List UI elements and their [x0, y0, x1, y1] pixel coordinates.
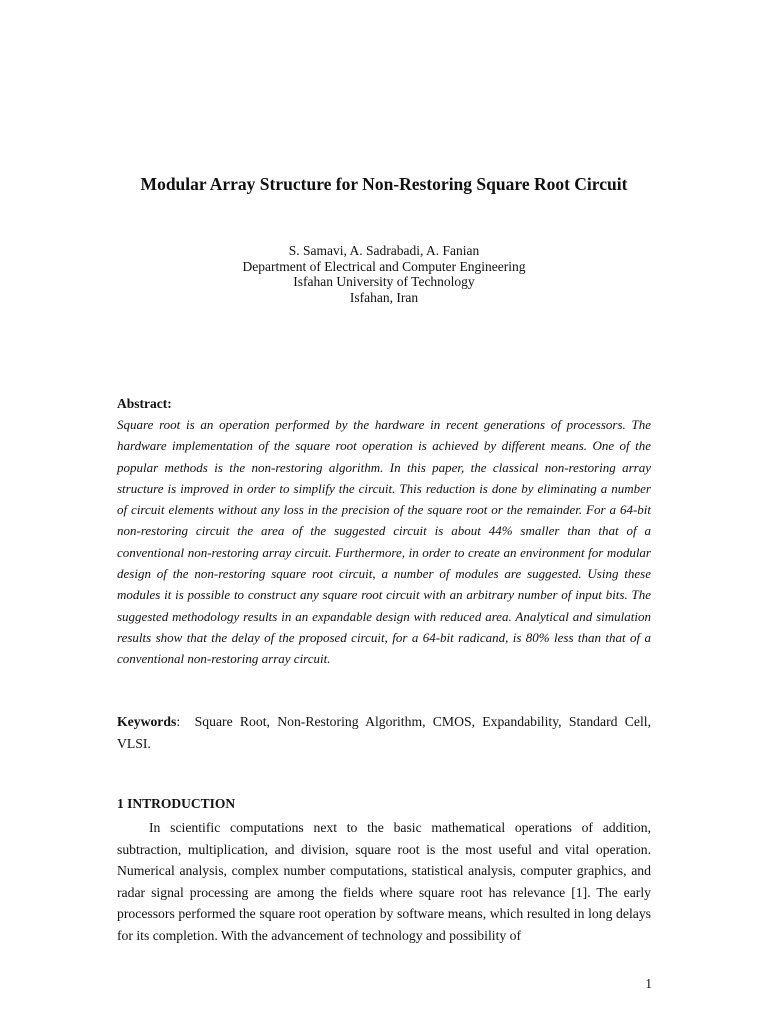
- introduction-paragraph: [117, 817, 651, 947]
- author-university: Isfahan University of Technology: [293, 274, 475, 290]
- author-block: [0, 243, 768, 306]
- paper-title: Modular Array Structure for Non-Restoring Square Root Circuit: [140, 174, 628, 194]
- section-heading-introduction: 1 INTRODUCTION: [117, 796, 236, 811]
- keywords-paragraph: Keywords: Square Root, Non-Restoring Algorithm, CMOS, Expandability, Standard Cell, VLSI.: [117, 714, 651, 751]
- author-department: Department of Electrical and Computer Engineering: [242, 258, 526, 274]
- introduction-text: In scientific computations next to the basic mathematical operations of addition, subtraction, multiplication, and division, square root is the most useful and vital operation. Numerical analysis, complex number computations, statistical analysis, computer graphics, and radar signal processing are among the fields where square root has relevance [1]. The early processors performed the square root operation by software means, which resulted in long delays for its completion. With the advancement of technology and possibility of: [117, 820, 651, 943]
- abstract-heading: Abstract:: [117, 396, 172, 411]
- keywords-list: Square Root, Non-Restoring Algorithm, CMOS, Expandability, Standard Cell, VLSI.: [117, 714, 651, 751]
- author-names: S. Samavi, A. Sadrabadi, A. Fanian: [288, 243, 480, 258]
- keywords-label: Keywords: [117, 714, 177, 729]
- author-location: Isfahan, Iran: [349, 290, 419, 306]
- page-number: 1: [645, 976, 652, 991]
- abstract-text: Square root is an operation performed by the hardware in recent generations of processors. The hardware implementation of the square root operation is achieved by different means. One of the popular methods is the non-restoring algorithm. In this paper, the classical non-restoring array structure is improved in order to simplify the circuit. This reduction is done by eliminating a number of circuit elements without any loss in the precision of the square root or the remainder. For a 64-bit non-restoring circuit the area of the suggested circuit is about 44% smaller than that of a conventional non-restoring array circuit. Furthermore, in order to create an environment for modular design of the non-restoring square root circuit, a number of modules are suggested. Using these modules it is possible to construct any square root circuit with an arbitrary number of input bits. The suggested methodology results in an expandable design with reduced area. Analytical and simulation results show that the delay of the proposed circuit, for a 64-bit radicand, is 80% less than that of a conventional non-restoring array circuit.: [117, 417, 651, 667]
